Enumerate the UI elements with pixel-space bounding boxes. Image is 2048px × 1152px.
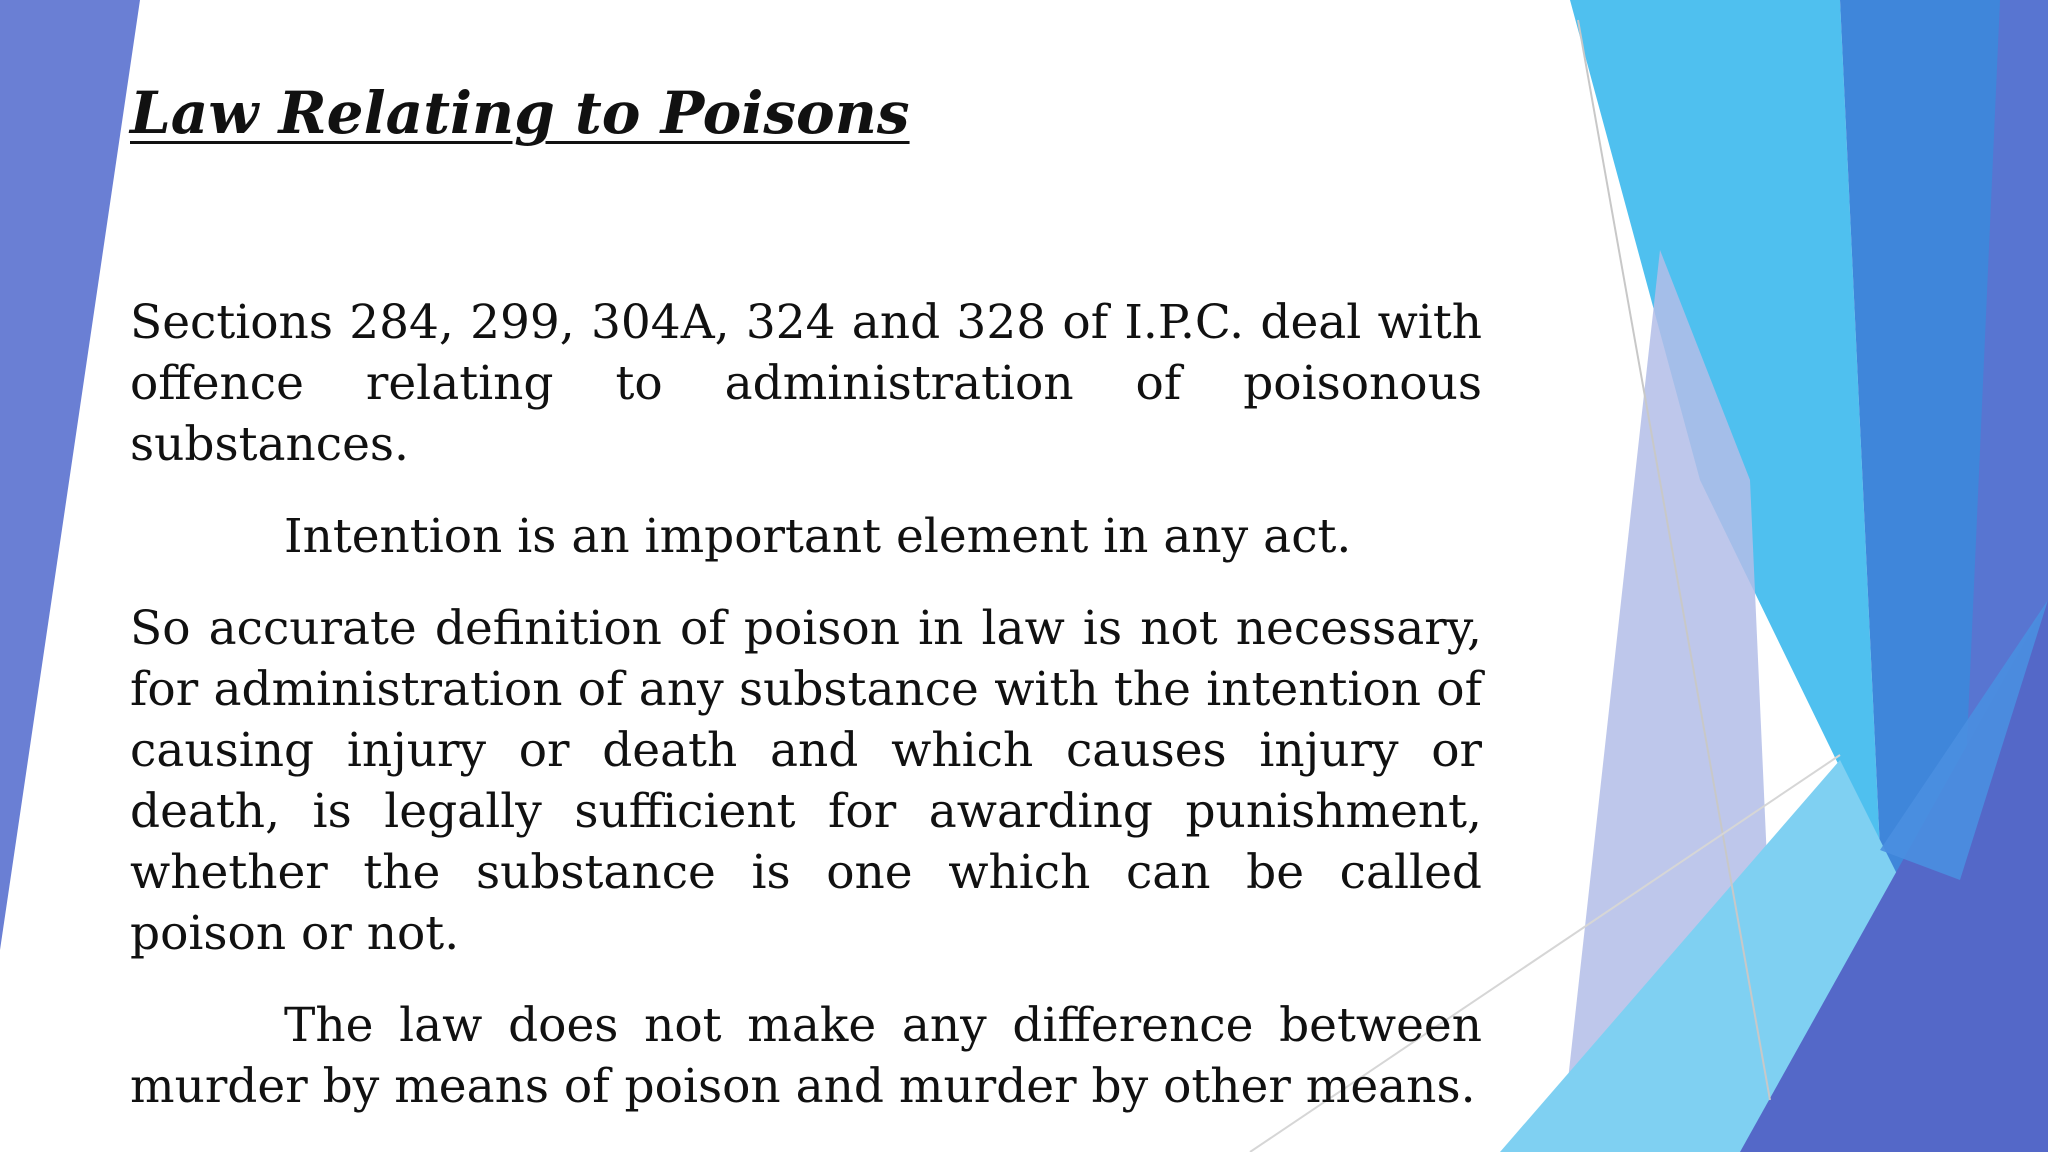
paragraph-sections: Sections 284, 299, 304A, 324 and 328 of I.P.C. deal with offence relating to administration of poisonous substances. [130,295,1482,472]
paragraph-murder: The law does not make any difference between murder by means of poison and murder by other means. [130,998,1482,1114]
slide-body [130,292,1482,1117]
slide-title: Law Relating to Poisons [130,79,910,147]
left-edge-band [0,0,140,950]
paragraph-intention: Intention is an important element in any act. [284,509,1352,564]
paragraph-definition: So accurate definition of poison in law is not necessary, for administration of any substance with the intention of causing injury or death and which causes injury or death, is legally sufficient for awarding punishment, whether the substance is one which can be called poison or not. [130,601,1482,961]
